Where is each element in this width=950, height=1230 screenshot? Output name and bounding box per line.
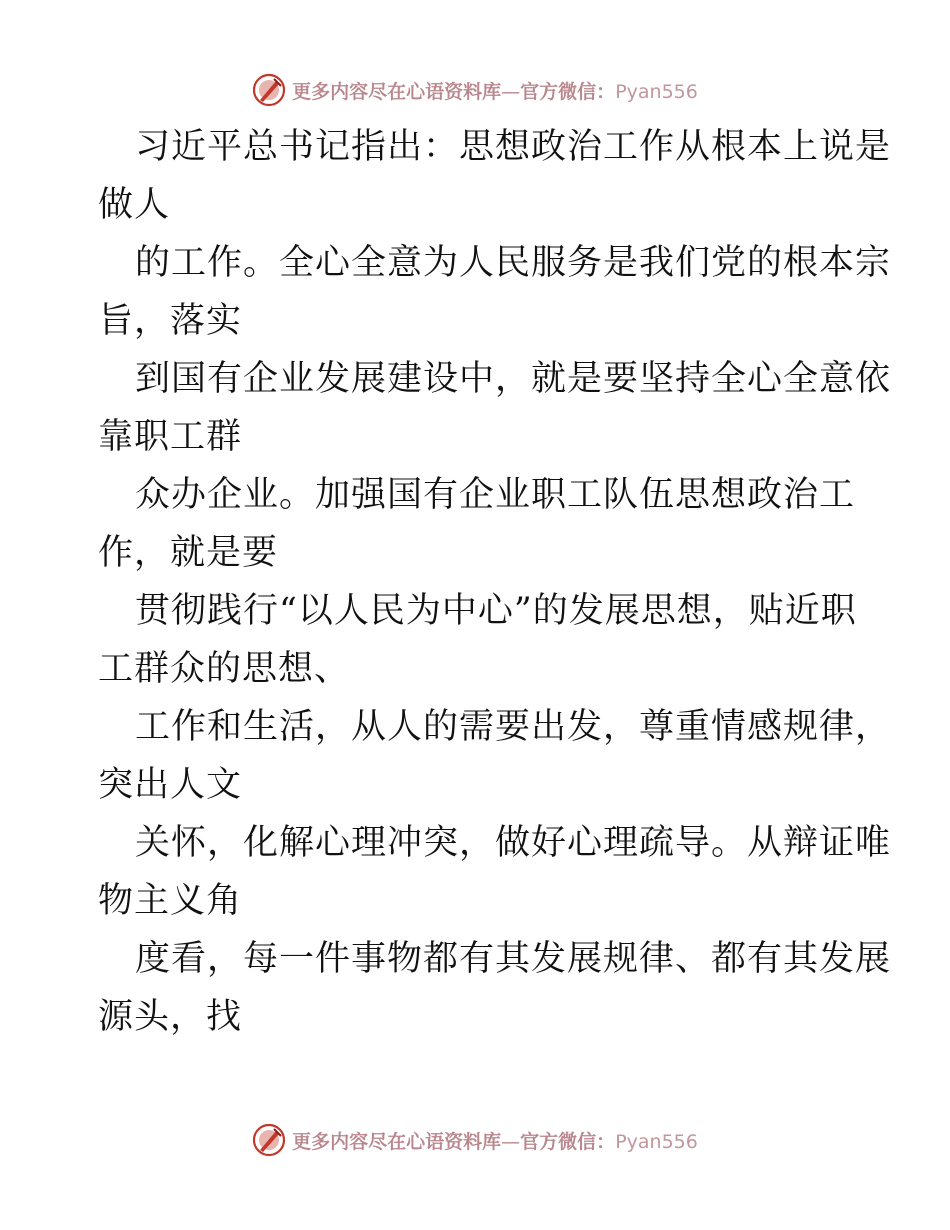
watermark-wechat-id: Pyan556	[615, 80, 698, 103]
watermark-dash: —	[501, 1130, 521, 1153]
watermark-text	[292, 1127, 698, 1154]
text-line: 贯彻践行“以人民为中心”的发展思想，贴近职	[135, 591, 857, 631]
quill-seal-logo-icon	[252, 1123, 286, 1157]
watermark-contact-label: 官方微信：	[520, 1130, 616, 1153]
text-line: 作，就是要	[98, 533, 279, 573]
quill-seal-logo-icon	[252, 73, 286, 107]
watermark-site-name: 更多内容尽在心语资料库	[292, 1130, 502, 1153]
document-body	[98, 118, 892, 1046]
text-line: 的工作。全心全意为人民服务是我们党的根本宗	[135, 243, 892, 283]
text-line: 物主义角	[98, 881, 243, 921]
text-line: 关怀，化解心理冲突，做好心理疏导。从辩证唯	[135, 823, 892, 863]
watermark-wechat-id: Pyan556	[615, 1130, 698, 1153]
text-line: 度看，每一件事物都有其发展规律、都有其发展	[135, 939, 892, 979]
text-line: 突出人文	[98, 765, 243, 805]
text-line: 工作和生活，从人的需要出发，尊重情感规律，	[135, 707, 892, 747]
watermark-text	[292, 77, 698, 104]
watermark-dash: —	[501, 80, 521, 103]
text-line: 源头，找	[98, 997, 243, 1037]
watermark-site-name: 更多内容尽在心语资料库	[292, 80, 502, 103]
text-line: 到国有企业发展建设中，就是要坚持全心全意依	[135, 359, 892, 399]
text-line: 工群众的思想、	[98, 649, 351, 689]
text-line: 众办企业。加强国有企业职工队伍思想政治工	[135, 475, 856, 515]
text-line: 靠职工群	[98, 417, 243, 457]
footer-watermark	[0, 1122, 950, 1158]
header-watermark	[0, 72, 950, 108]
text-line: 旨，落实	[98, 301, 243, 341]
text-line: 习近平总书记指出：思想政治工作从根本上说是	[135, 127, 892, 167]
text-line: 做人	[98, 185, 171, 225]
watermark-contact-label: 官方微信：	[520, 80, 616, 103]
